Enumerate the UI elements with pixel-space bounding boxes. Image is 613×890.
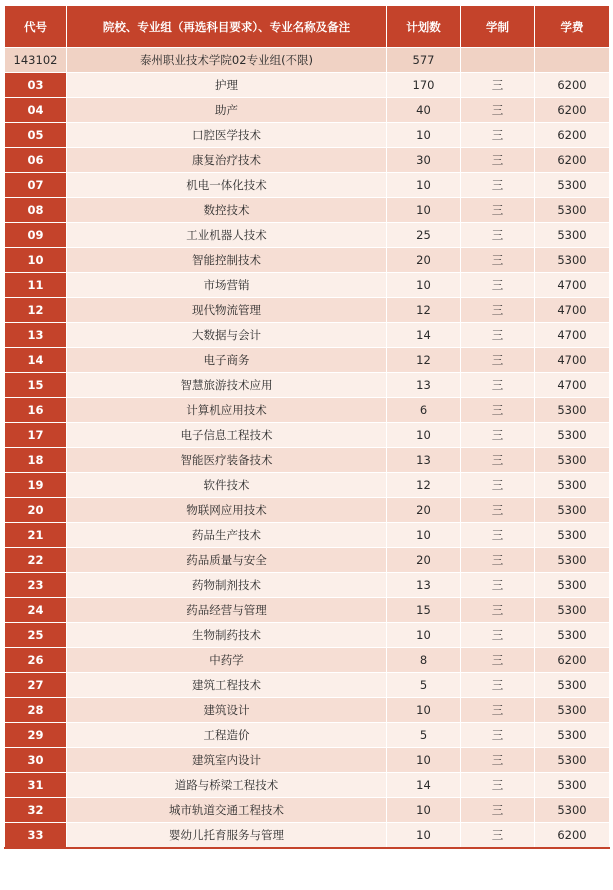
- cell-years: 三: [461, 823, 535, 849]
- cell-code: 31: [5, 773, 67, 798]
- cell-years: 三: [461, 448, 535, 473]
- cell-code: 22: [5, 548, 67, 573]
- table-row: [5, 598, 610, 623]
- table-row: [5, 773, 610, 798]
- cell-code: 24: [5, 598, 67, 623]
- cell-years: 三: [461, 473, 535, 498]
- cell-code: 30: [5, 748, 67, 773]
- cell-fee: 6200: [535, 73, 610, 98]
- cell-plan: 12: [387, 298, 461, 323]
- cell-plan: 40: [387, 98, 461, 123]
- table-row: [5, 498, 610, 523]
- cell-plan: 10: [387, 523, 461, 548]
- cell-fee: 5300: [535, 623, 610, 648]
- cell-fee: 5300: [535, 673, 610, 698]
- cell-plan: 10: [387, 623, 461, 648]
- cell-code: 18: [5, 448, 67, 473]
- cell-name: 药品经营与管理: [67, 598, 387, 623]
- cell-fee: 5300: [535, 248, 610, 273]
- cell-plan: 30: [387, 148, 461, 173]
- cell-code: 14: [5, 348, 67, 373]
- table-row: [5, 173, 610, 198]
- cell-fee: 6200: [535, 823, 610, 849]
- cell-code: 28: [5, 698, 67, 723]
- cell-fee: 4700: [535, 323, 610, 348]
- cell-plan: 10: [387, 173, 461, 198]
- cell-years: 三: [461, 423, 535, 448]
- cell-years: 三: [461, 198, 535, 223]
- cell-years: 三: [461, 698, 535, 723]
- cell-name: 药物制剂技术: [67, 573, 387, 598]
- table-row: [5, 523, 610, 548]
- header-fee: 学费: [535, 6, 610, 48]
- bottom-strip: [0, 886, 613, 890]
- cell-fee: 5300: [535, 223, 610, 248]
- cell-name: 建筑室内设计: [67, 748, 387, 773]
- cell-plan: 14: [387, 773, 461, 798]
- table-row: [5, 698, 610, 723]
- table-row: [5, 823, 610, 849]
- cell-code: 23: [5, 573, 67, 598]
- cell-plan: 10: [387, 698, 461, 723]
- table-row: [5, 273, 610, 298]
- cell-plan: 13: [387, 373, 461, 398]
- table-row: [5, 748, 610, 773]
- cell-plan: 10: [387, 123, 461, 148]
- cell-fee: 5300: [535, 198, 610, 223]
- header-code: 代号: [5, 6, 67, 48]
- cell-code: 04: [5, 98, 67, 123]
- table-row: [5, 623, 610, 648]
- cell-fee: 5300: [535, 773, 610, 798]
- cell-name: 康复治疗技术: [67, 148, 387, 173]
- table-row: [5, 98, 610, 123]
- cell-code: 08: [5, 198, 67, 223]
- table-row: [5, 248, 610, 273]
- table-row: [5, 548, 610, 573]
- cell-name: 现代物流管理: [67, 298, 387, 323]
- cell-years: 三: [461, 598, 535, 623]
- cell-name: 市场营销: [67, 273, 387, 298]
- cell-years: 三: [461, 673, 535, 698]
- header-row: [5, 6, 610, 48]
- cell-fee: 5300: [535, 798, 610, 823]
- cell-name: 电子商务: [67, 348, 387, 373]
- cell-fee: 6200: [535, 648, 610, 673]
- cell-plan: 20: [387, 548, 461, 573]
- cell-code: 25: [5, 623, 67, 648]
- cell-years: 三: [461, 623, 535, 648]
- cell-years: 三: [461, 573, 535, 598]
- cell-code: 29: [5, 723, 67, 748]
- cell-name: 智能控制技术: [67, 248, 387, 273]
- cell-years: 三: [461, 548, 535, 573]
- cell-code: 09: [5, 223, 67, 248]
- cell-name: 药品质量与安全: [67, 548, 387, 573]
- cell-name: 机电一体化技术: [67, 173, 387, 198]
- cell-plan: 10: [387, 423, 461, 448]
- table-row: [5, 223, 610, 248]
- group-fee-cell: [535, 48, 610, 73]
- header-years: 学制: [461, 6, 535, 48]
- cell-code: 17: [5, 423, 67, 448]
- cell-name: 软件技术: [67, 473, 387, 498]
- cell-name: 物联网应用技术: [67, 498, 387, 523]
- cell-code: 07: [5, 173, 67, 198]
- cell-code: 12: [5, 298, 67, 323]
- cell-name: 工程造价: [67, 723, 387, 748]
- cell-fee: 4700: [535, 348, 610, 373]
- cell-years: 三: [461, 298, 535, 323]
- cell-fee: 5300: [535, 748, 610, 773]
- cell-plan: 170: [387, 73, 461, 98]
- table-row: [5, 148, 610, 173]
- cell-name: 智能医疗装备技术: [67, 448, 387, 473]
- cell-code: 10: [5, 248, 67, 273]
- cell-name: 道路与桥梁工程技术: [67, 773, 387, 798]
- cell-name: 智慧旅游技术应用: [67, 373, 387, 398]
- cell-code: 05: [5, 123, 67, 148]
- table-row: [5, 73, 610, 98]
- cell-fee: 5300: [535, 398, 610, 423]
- cell-plan: 5: [387, 723, 461, 748]
- cell-name: 生物制药技术: [67, 623, 387, 648]
- cell-plan: 20: [387, 498, 461, 523]
- table-row: [5, 723, 610, 748]
- group-row: [5, 48, 610, 73]
- group-name-cell: 泰州职业技术学院02专业组(不限): [67, 48, 387, 73]
- cell-years: 三: [461, 148, 535, 173]
- cell-years: 三: [461, 173, 535, 198]
- cell-plan: 10: [387, 798, 461, 823]
- table-row: [5, 673, 610, 698]
- cell-years: 三: [461, 798, 535, 823]
- cell-plan: 10: [387, 198, 461, 223]
- cell-plan: 20: [387, 248, 461, 273]
- table-row: [5, 398, 610, 423]
- cell-code: 27: [5, 673, 67, 698]
- cell-name: 建筑设计: [67, 698, 387, 723]
- cell-fee: 6200: [535, 148, 610, 173]
- table-row: [5, 798, 610, 823]
- cell-years: 三: [461, 98, 535, 123]
- cell-fee: 5300: [535, 448, 610, 473]
- cell-years: 三: [461, 723, 535, 748]
- cell-years: 三: [461, 648, 535, 673]
- cell-code: 32: [5, 798, 67, 823]
- cell-code: 20: [5, 498, 67, 523]
- group-plan-cell: 577: [387, 48, 461, 73]
- group-years-cell: [461, 48, 535, 73]
- cell-name: 电子信息工程技术: [67, 423, 387, 448]
- cell-fee: 5300: [535, 423, 610, 448]
- table-row: [5, 423, 610, 448]
- table-row: [5, 298, 610, 323]
- table-row: [5, 373, 610, 398]
- table-row: [5, 648, 610, 673]
- table-header: [5, 6, 610, 48]
- cell-code: 15: [5, 373, 67, 398]
- cell-name: 工业机器人技术: [67, 223, 387, 248]
- cell-plan: 10: [387, 273, 461, 298]
- cell-fee: 5300: [535, 573, 610, 598]
- cell-name: 中药学: [67, 648, 387, 673]
- cell-code: 26: [5, 648, 67, 673]
- cell-plan: 14: [387, 323, 461, 348]
- cell-years: 三: [461, 348, 535, 373]
- cell-name: 计算机应用技术: [67, 398, 387, 423]
- cell-fee: 6200: [535, 123, 610, 148]
- cell-fee: 5300: [535, 498, 610, 523]
- cell-years: 三: [461, 123, 535, 148]
- cell-fee: 4700: [535, 273, 610, 298]
- header-name: 院校、专业组（再选科目要求）、专业名称及备注: [67, 6, 387, 48]
- cell-plan: 10: [387, 748, 461, 773]
- cell-name: 护理: [67, 73, 387, 98]
- cell-fee: 4700: [535, 373, 610, 398]
- table-body: [5, 48, 610, 849]
- cell-fee: 5300: [535, 523, 610, 548]
- cell-years: 三: [461, 773, 535, 798]
- cell-name: 城市轨道交通工程技术: [67, 798, 387, 823]
- cell-code: 19: [5, 473, 67, 498]
- cell-name: 助产: [67, 98, 387, 123]
- table-row: [5, 323, 610, 348]
- cell-name: 数控技术: [67, 198, 387, 223]
- table-row: [5, 573, 610, 598]
- cell-plan: 12: [387, 473, 461, 498]
- cell-years: 三: [461, 273, 535, 298]
- cell-years: 三: [461, 748, 535, 773]
- header-plan: 计划数: [387, 6, 461, 48]
- cell-fee: 5300: [535, 173, 610, 198]
- cell-name: 婴幼儿托育服务与管理: [67, 823, 387, 849]
- cell-plan: 25: [387, 223, 461, 248]
- cell-years: 三: [461, 323, 535, 348]
- table-row: [5, 348, 610, 373]
- cell-plan: 6: [387, 398, 461, 423]
- table-row: [5, 123, 610, 148]
- cell-name: 建筑工程技术: [67, 673, 387, 698]
- cell-code: 16: [5, 398, 67, 423]
- cell-fee: 5300: [535, 598, 610, 623]
- enrollment-plan-table: [4, 6, 610, 849]
- cell-years: 三: [461, 398, 535, 423]
- cell-plan: 13: [387, 573, 461, 598]
- cell-years: 三: [461, 373, 535, 398]
- table-row: [5, 448, 610, 473]
- cell-years: 三: [461, 523, 535, 548]
- cell-plan: 8: [387, 648, 461, 673]
- cell-fee: 5300: [535, 548, 610, 573]
- cell-code: 11: [5, 273, 67, 298]
- cell-plan: 5: [387, 673, 461, 698]
- table-row: [5, 473, 610, 498]
- cell-fee: 5300: [535, 473, 610, 498]
- cell-years: 三: [461, 73, 535, 98]
- cell-plan: 15: [387, 598, 461, 623]
- cell-years: 三: [461, 223, 535, 248]
- cell-name: 大数据与会计: [67, 323, 387, 348]
- cell-fee: 5300: [535, 698, 610, 723]
- cell-fee: 4700: [535, 298, 610, 323]
- cell-code: 33: [5, 823, 67, 849]
- cell-years: 三: [461, 498, 535, 523]
- cell-code: 13: [5, 323, 67, 348]
- group-code-cell: 143102: [5, 48, 67, 73]
- cell-name: 口腔医学技术: [67, 123, 387, 148]
- table-row: [5, 198, 610, 223]
- cell-fee: 5300: [535, 723, 610, 748]
- cell-code: 06: [5, 148, 67, 173]
- cell-code: 21: [5, 523, 67, 548]
- cell-years: 三: [461, 248, 535, 273]
- cell-plan: 10: [387, 823, 461, 849]
- cell-plan: 13: [387, 448, 461, 473]
- cell-code: 03: [5, 73, 67, 98]
- cell-fee: 6200: [535, 98, 610, 123]
- cell-name: 药品生产技术: [67, 523, 387, 548]
- cell-plan: 12: [387, 348, 461, 373]
